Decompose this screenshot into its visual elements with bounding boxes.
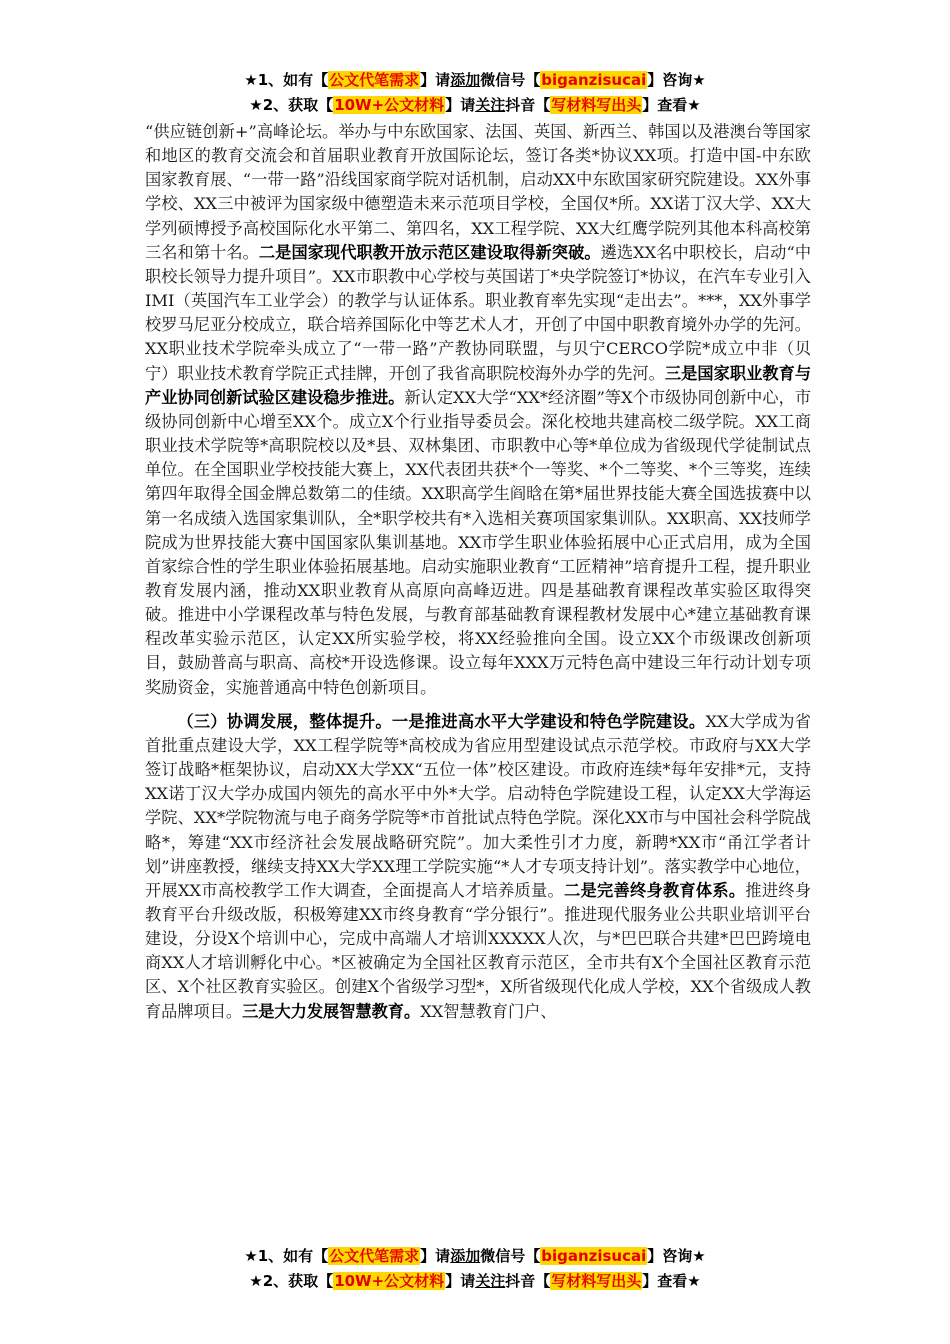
- paragraph-2-text-3: XX智慧教育门户、: [420, 1001, 557, 1021]
- footer-line-2-emphasis: 关注: [475, 1272, 506, 1290]
- banner-line-1-highlight-service: 公文代笔需求: [329, 71, 420, 89]
- footer-line-1-prefix: ★1、如有【: [244, 1247, 329, 1265]
- banner-line-2-prefix: ★2、获取【: [249, 96, 334, 114]
- footer-banner-line-1: [0, 1244, 950, 1269]
- body-paragraph-1: [145, 120, 811, 700]
- banner-line-1-middle: 】请: [420, 71, 451, 89]
- banner-line-2-middle: 】请: [445, 96, 476, 114]
- banner-line-2-middle2: 抖音【: [505, 96, 551, 114]
- paragraph-1-text-2: 遴选XX名中职校长，启动“中职校长领导力提升项目”。XX市职教中心学校与英国诺丁*央学院签订*协议，在汽车专业引入IMI（英国汽车工业学会）的教学与认证体系。职业教育率先实现“走出去”。***，XX外事学校罗马尼亚分校成立，联合培养国际化中等艺术人才，开创了中国中职教育境外办学的先河。XX职业技术学院牵头成立了“一带一路”产教协同联盟，与贝宁CERCO学院*成立中非（贝宁）职业技术教育学院正式挂牌，开创了我省高职院校海外办学的先河。: [145, 242, 812, 383]
- footer-line-1-middle2: 微信号【: [480, 1247, 541, 1265]
- document-body: [145, 120, 811, 1024]
- footer-line-1-suffix: 】咨询★: [647, 1247, 706, 1265]
- footer-banner-line-2: [0, 1269, 950, 1294]
- paragraph-2-text-2: 推进终身教育平台升级改版，积极筹建XX市终身教育“学分银行”。推进现代服务业公共职业培训平台建设，分设X个培训中心，完成中高端人才培训XXXXX人次，与*巴巴联合共建*巴巴跨境电商XX人才培训孵化中心。*区被确定为全国社区教育示范区，全市共有X个全国社区教育示范区、X个社区教育实验区。创建X个省级学习型*，X所省级现代化成人学校，XX个省级成人教育品牌项目。: [145, 880, 812, 1021]
- footer-line-2-middle2: 抖音【: [505, 1272, 551, 1290]
- banner-line-1: [0, 68, 950, 93]
- paragraph-1-bold-heading-1: 二是国家现代职教开放示范区建设取得新突破。: [258, 242, 601, 262]
- footer-line-1-middle: 】请: [420, 1247, 451, 1265]
- paragraph-2-text-1: XX大学成为省首批重点建设大学，XX工程学院等*高校成为省应用型建设试点示范学校。市政府与XX大学签订战略*框架协议，启动XX大学XX“五位一体”校区建设。市政府连续*每年安排*元，支持XX诺丁汉大学办成国内领先的高水平中外*大学。启动特色学院建设工程，认定XX大学海运学院、XX*学院物流与电子商务学院等*市首批试点特色学院。深化XX市与中国社会科学院战略*，筹建“XX市经济社会发展战略研究院”。加大柔性引才力度，新聘*XX市“甬江学者计划”讲座教授，继续支持XX大学XX理工学院实施“*人才专项支持计划”。落实教学中心地位，开展XX市高校教学工作大调查，全面提高人才培养质量。: [145, 711, 811, 900]
- banner-line-1-highlight-wechat: biganzisucai: [541, 71, 647, 89]
- footer-line-1-highlight-wechat: biganzisucai: [541, 1247, 647, 1265]
- paragraph-1-text-3: 新认定XX大学“XX*经济圈”等X个市级协同创新中心，市级协同创新中心增至XX个。成立X个行业指导委员会。深化校地共建高校二级学院。XX工商职业技术学院等*高职院校以及*县、双林集团、市职教中心等*单位成为省级现代学徒制试点单位。在全国职业学校技能大赛上，XX代表团共获*个一等奖、*个二等奖、*个三等奖，连续第四年取得全国金牌总数第二的佳绩。XX职高学生阎晗在第*届世界技能大赛全国选拔赛中以第一名成绩入选国家集训队，全*职学校共有*入选相关赛项国家集训队。XX职高、XX技师学院成为世界技能大赛中国国家队集训基地。XX市学生职业体验拓展中心正式启用，成为全国首家综合性的学生职业体验拓展基地。启动实施职业教育“工匠精神”培育提升工程，提升职业教育发展内涵，推动XX职业教育从高原向高峰迈进。四是基础教育课程改革实验区取得突破。推进中小学课程改革与特色发展，与教育部基础教育课程教材发展中心*建立基础教育课程改革实验示范区，认定XX所实验学校，将XX经验推向全国。设立XX个市级课改创新项目，鼓励普高与职高、高校*开设选修课。设立每年XXX万元特色高中建设三年行动计划专项奖励资金，实施普通高中特色创新项目。: [145, 387, 812, 697]
- footer-line-2-prefix: ★2、获取【: [249, 1272, 334, 1290]
- footer-line-2-middle: 】请: [445, 1272, 476, 1290]
- banner-line-1-emphasis: 添加: [450, 71, 481, 89]
- banner-line-2-highlight-douyin: 写材料写出头: [551, 96, 642, 114]
- paragraph-2-bold-heading-2: 三是大力发展智慧教育。: [242, 1001, 421, 1021]
- banner-line-1-prefix: ★1、如有【: [244, 71, 329, 89]
- header-banner: [0, 68, 950, 118]
- banner-line-2-emphasis: 关注: [475, 96, 506, 114]
- footer-line-1-highlight-service: 公文代笔需求: [329, 1247, 420, 1265]
- footer-banner: [0, 1244, 950, 1294]
- paragraph-2-section-heading: （三）协调发展，整体提升。一是推进高水平大学建设和特色学院建设。: [177, 711, 706, 731]
- paragraph-1-bold-heading-2: 三是国家职业教育与产业协同创新试验区建设稳步推进。: [145, 363, 812, 407]
- footer-line-1-emphasis: 添加: [450, 1247, 481, 1265]
- banner-line-2-highlight-materials: 10W+公文材料: [334, 96, 445, 114]
- body-paragraph-2: [145, 710, 811, 1024]
- banner-line-2-suffix: 】查看★: [642, 96, 701, 114]
- paragraph-1-text-1: “供应链创新+”高峰论坛。举办与中东欧国家、法国、英国、新西兰、韩国以及港澳台等国家和地区的教育交流会和首届职业教育开放国际论坛，签订各类*协议XX项。打造中国-中东欧国家教育展、“一带一路”沿线国家商学院对话机制，启动XX中东欧国家研究院建设。XX外事学校、XX三中被评为国家级中德塑造未来示范项目学校，全国仅*所。XX诺丁汉大学、XX大学列硕博授予高校国际化水平第二、第四名，XX工程学院、XX大红鹰学院列其他本科高校第三名和第十名。: [145, 122, 811, 262]
- footer-line-2-suffix: 】查看★: [642, 1272, 701, 1290]
- banner-line-1-middle2: 微信号【: [480, 71, 541, 89]
- paragraph-2-bold-heading-1: 二是完善终身教育体系。: [564, 880, 746, 900]
- banner-line-1-suffix: 】咨询★: [647, 71, 706, 89]
- banner-line-2: [0, 93, 950, 118]
- footer-line-2-highlight-materials: 10W+公文材料: [334, 1272, 445, 1290]
- footer-line-2-highlight-douyin: 写材料写出头: [551, 1272, 642, 1290]
